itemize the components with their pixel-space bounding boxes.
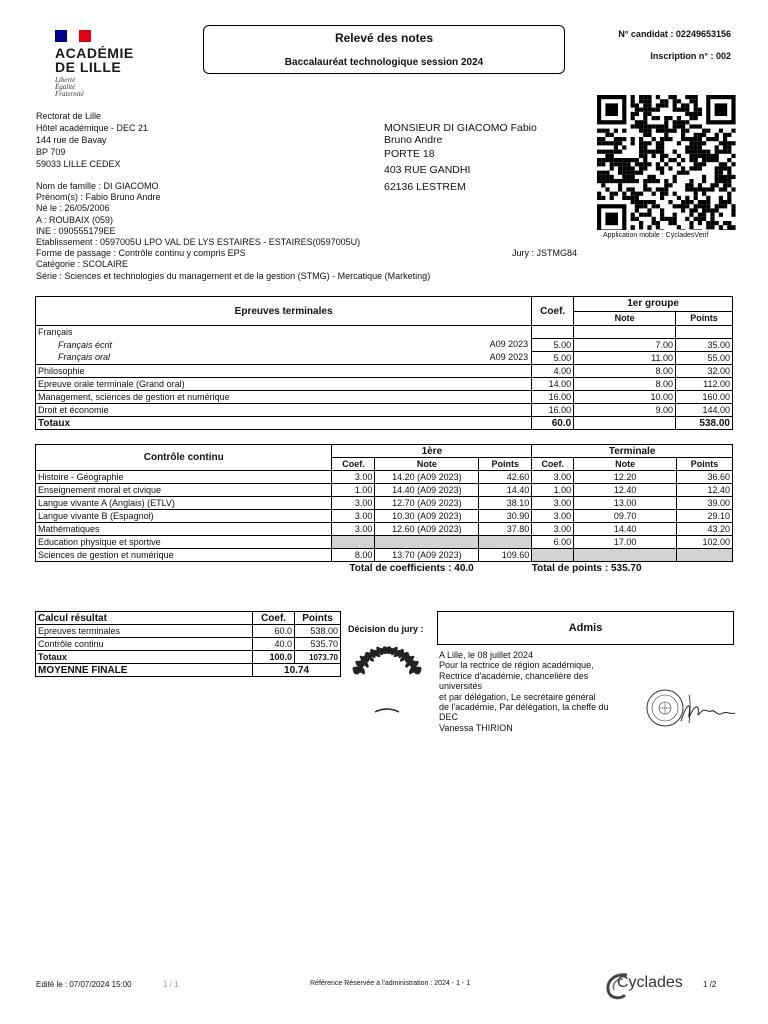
table-row (36, 404, 733, 417)
recipient-line: 403 RUE GANDHI (384, 164, 471, 176)
header-calcul-resultat: Calcul résultat (36, 612, 253, 625)
header-points: Points (479, 458, 532, 471)
exam-note: 7.00 (574, 339, 676, 352)
exam-coef: 5.00 (532, 339, 574, 352)
premiere-coef: 8.00 (332, 549, 375, 562)
premiere-note: 10.30 (A09 2023) (375, 510, 479, 523)
header-controle-continu: Contrôle continu (36, 445, 332, 471)
sender-line: 144 rue de Bavay (36, 135, 107, 145)
sender-line: Rectorat de Lille (36, 111, 102, 121)
cyclades-logo (603, 971, 693, 1001)
terminale-points: 43.20 (677, 523, 733, 536)
exam-note: 10.00 (574, 391, 676, 404)
table-row (36, 471, 733, 484)
terminale-points: 36.60 (677, 471, 733, 484)
identity-forme: Forme de passage : Contrôle continu y compris EPS (36, 248, 246, 259)
recipient-line: 62136 LESTREM (384, 181, 466, 193)
subject-label: Sciences de gestion et numérique (36, 549, 332, 562)
admin-reference: Référence Réservée à l'administration : 2024 - 1 - 1 (310, 980, 471, 987)
exam-coef: 4.00 (532, 365, 574, 378)
result-points: 535.70 (295, 638, 341, 651)
premiere-coef: 3.00 (332, 510, 375, 523)
totals-coef: 60.0 (532, 417, 574, 430)
subject-label: Enseignement moral et civique (36, 484, 332, 497)
exam-label: Droit et économie (38, 404, 109, 415)
exam-note: 11.00 (574, 352, 676, 365)
header-note: Note (375, 458, 479, 471)
table-row (36, 365, 733, 378)
terminale-coef: 6.00 (532, 536, 574, 549)
terminal-exams-table (35, 296, 733, 430)
header-terminale: Terminale (532, 445, 733, 458)
header-coef: Coef. (532, 458, 574, 471)
result-label: Contrôle continu (36, 638, 253, 651)
premiere-points (479, 536, 532, 549)
terminale-note: 12.40 (574, 484, 677, 497)
header-coef: Coef. (253, 612, 295, 625)
exam-coef: 14.00 (532, 378, 574, 391)
result-coef: 60.0 (253, 625, 295, 638)
identity-birthdate: Né le : 26/05/2006 (36, 203, 110, 214)
sender-line: 59033 LILLE CEDEX (36, 159, 121, 169)
exam-points: 32.00 (676, 365, 733, 378)
exam-note: 8.00 (574, 378, 676, 391)
header-points: Points (295, 612, 341, 625)
subject-label: Langue vivante B (Espagnol) (36, 510, 332, 523)
identity-prenom: Prénom(s) : Fabio Bruno Andre (36, 192, 161, 203)
exam-points: 144.00 (676, 404, 733, 417)
signature-block (439, 650, 639, 733)
exam-points: 160.00 (676, 391, 733, 404)
terminale-note: 12.20 (574, 471, 677, 484)
subject-label: Education physique et sportive (36, 536, 332, 549)
subject-label: Langue vivante A (Anglais) (ETLV) (36, 497, 332, 510)
exam-points: 35.00 (676, 339, 733, 352)
totals-coef: 100.0 (253, 651, 295, 664)
totals-points: 538.00 (676, 417, 733, 430)
signatory-name: Vanessa THIRION (439, 722, 513, 733)
identity-ine: INE : 090555179EE (36, 225, 116, 236)
terminale-note: 17.00 (574, 536, 677, 549)
identity-jury: Jury : JSTMG84 (512, 248, 578, 259)
exam-points: 112.00 (676, 378, 733, 391)
terminale-note (574, 549, 677, 562)
decision-result: Admis (437, 611, 734, 645)
signature-line: Rectrice d'académie, chancelière des (439, 670, 589, 681)
continuous-assessment-table (35, 444, 733, 574)
premiere-coef: 3.00 (332, 471, 375, 484)
exam-label: Français oral (58, 352, 111, 363)
header-first-group: 1er groupe (574, 297, 733, 312)
exam-label: Philosophie (38, 365, 85, 376)
table-row (36, 497, 733, 510)
premiere-points: 30.90 (479, 510, 532, 523)
exam-label: Français écrit (58, 339, 113, 350)
header-epreuves: Epreuves terminales (36, 297, 532, 326)
page-number: 1 /2 (703, 980, 717, 989)
identity-categorie: Catégorie : SCOLAIRE (36, 259, 129, 270)
sender-line: BP 709 (36, 147, 66, 157)
premiere-note (375, 536, 479, 549)
exam-label: Management, sciences de gestion et numérique (38, 391, 230, 402)
table-row (36, 510, 733, 523)
header-premiere: 1ère (332, 445, 532, 458)
exam-coef: 5.00 (532, 352, 574, 365)
header-points: Points (677, 458, 733, 471)
exam-session: A09 2023 (489, 351, 529, 362)
official-seal-icon (645, 683, 740, 733)
total-coefficients: Total de coefficients : 40.0 (349, 562, 474, 574)
premiere-points: 42.60 (479, 471, 532, 484)
terminale-coef: 3.00 (532, 523, 574, 536)
final-average-label: MOYENNE FINALE (36, 664, 253, 677)
exam-note: 8.00 (574, 365, 676, 378)
premiere-note: 14.20 (A09 2023) (375, 471, 479, 484)
table-row (36, 549, 733, 562)
premiere-coef: 3.00 (332, 523, 375, 536)
terminale-coef: 3.00 (532, 471, 574, 484)
terminale-coef: 3.00 (532, 510, 574, 523)
group-label: Français (36, 326, 532, 339)
terminale-coef (532, 549, 574, 562)
motto-line: Fraternité (55, 90, 84, 98)
premiere-coef (332, 536, 375, 549)
premiere-points: 37.80 (479, 523, 532, 536)
decision-label: Décision du jury : (348, 624, 424, 634)
final-average-value: 10.74 (253, 664, 341, 677)
result-points: 538.00 (295, 625, 341, 638)
logo-line1: ACADÉMIE (55, 45, 134, 61)
candidate-identity (36, 181, 736, 282)
terminale-points (677, 549, 733, 562)
totals-points: 1073.70 (295, 651, 341, 664)
total-points: Total de points : 535.70 (531, 562, 642, 574)
laurel-wreath-icon (345, 640, 430, 720)
terminale-note: 14.40 (574, 523, 677, 536)
identity-serie: Série : Sciences et technologies du management et de la gestion (STMG) - Mercatique (Marketing) (36, 270, 431, 281)
exam-points: 55.00 (676, 352, 733, 365)
table-row (36, 625, 341, 638)
logo-line2: DE LILLE (55, 59, 122, 75)
terminale-points: 29.10 (677, 510, 733, 523)
terminale-note: 13.00 (574, 497, 677, 510)
header-note: Note (574, 458, 677, 471)
candidate-number: N° candidat : 02249653156 (618, 29, 731, 39)
table-row (36, 391, 733, 404)
qr-caption: Application mobile : CycladesVerif (603, 232, 709, 239)
table-row (36, 484, 733, 497)
brand-name: Cyclades (617, 974, 683, 991)
page-indicator: 1 / 1 (163, 980, 179, 989)
signature-line: de l'académie, Par délégation, la cheffe du (439, 702, 609, 713)
page-subtitle: Baccalauréat technologique session 2024 (284, 57, 484, 68)
table-row (36, 638, 341, 651)
sender-line: Hôtel académique - DEC 21 (36, 123, 149, 133)
premiere-note: 12.60 (A09 2023) (375, 523, 479, 536)
edited-date: Edité le : 07/07/2024 15:00 (36, 980, 132, 989)
sender-address (36, 110, 148, 170)
signature-line: universités (439, 681, 483, 692)
result-calculation-table (35, 611, 341, 677)
exam-note: 9.00 (574, 404, 676, 417)
motto-line: Égalité (55, 83, 76, 91)
premiere-note: 12.70 (A09 2023) (375, 497, 479, 510)
subject-label: Histoire - Géographie (36, 471, 332, 484)
identity-birthplace: A : ROUBAIX (059) (36, 214, 114, 225)
recipient-line: Bruno Andre (384, 134, 443, 146)
totals-label: Totaux (36, 417, 532, 430)
terminale-points: 39.00 (677, 497, 733, 510)
premiere-coef: 3.00 (332, 497, 375, 510)
signature-line: Pour la rectrice de région académique, (439, 660, 594, 671)
terminale-coef: 3.00 (532, 497, 574, 510)
premiere-points: 14.40 (479, 484, 532, 497)
identity-nom: Nom de famille : DI GIACOMO (36, 181, 159, 191)
exam-label: Epreuve orale terminale (Grand oral) (38, 378, 185, 389)
table-row (36, 523, 733, 536)
title-box (203, 25, 565, 74)
table-row (36, 536, 733, 549)
terminale-points: 102.00 (677, 536, 733, 549)
signature-line: et par délégation, Le secrétaire général (439, 691, 596, 702)
premiere-note: 14.40 (A09 2023) (375, 484, 479, 497)
exam-coef: 16.00 (532, 391, 574, 404)
premiere-coef: 1.00 (332, 484, 375, 497)
totals-label: Totaux (36, 651, 253, 664)
header-note: Note (574, 311, 676, 326)
inscription-number: Inscription n° : 002 (650, 51, 731, 61)
recipient-line: PORTE 18 (384, 148, 435, 160)
table-row (36, 339, 733, 352)
header-points: Points (676, 311, 733, 326)
premiere-note: 13.70 (A09 2023) (375, 549, 479, 562)
recipient-line: MONSIEUR DI GIACOMO Fabio (384, 122, 537, 134)
place-date: A Lille, le 08 juillet 2024 (439, 650, 534, 660)
table-row (36, 352, 733, 365)
result-coef: 40.0 (253, 638, 295, 651)
premiere-points: 38.10 (479, 497, 532, 510)
header-coef: Coef. (332, 458, 375, 471)
table-row (36, 378, 733, 391)
identity-etablissement: Etablissement : 0597005U LPO VAL DE LYS ESTAIRES - ESTAIRES(0597005U) (36, 237, 361, 248)
header-coef: Coef. (532, 297, 574, 326)
signature-line: DEC (439, 712, 459, 723)
motto-line: Liberté (55, 76, 76, 84)
premiere-points: 109.60 (479, 549, 532, 562)
terminale-coef: 1.00 (532, 484, 574, 497)
terminale-note: 09.70 (574, 510, 677, 523)
page-title: Relevé des notes (334, 31, 434, 45)
terminale-points: 12.40 (677, 484, 733, 497)
subject-label: Mathématiques (36, 523, 332, 536)
flag-icon (55, 30, 91, 42)
exam-session: A09 2023 (489, 338, 529, 349)
academie-logo (55, 30, 134, 98)
result-label: Epreuves terminales (36, 625, 253, 638)
exam-coef: 16.00 (532, 404, 574, 417)
